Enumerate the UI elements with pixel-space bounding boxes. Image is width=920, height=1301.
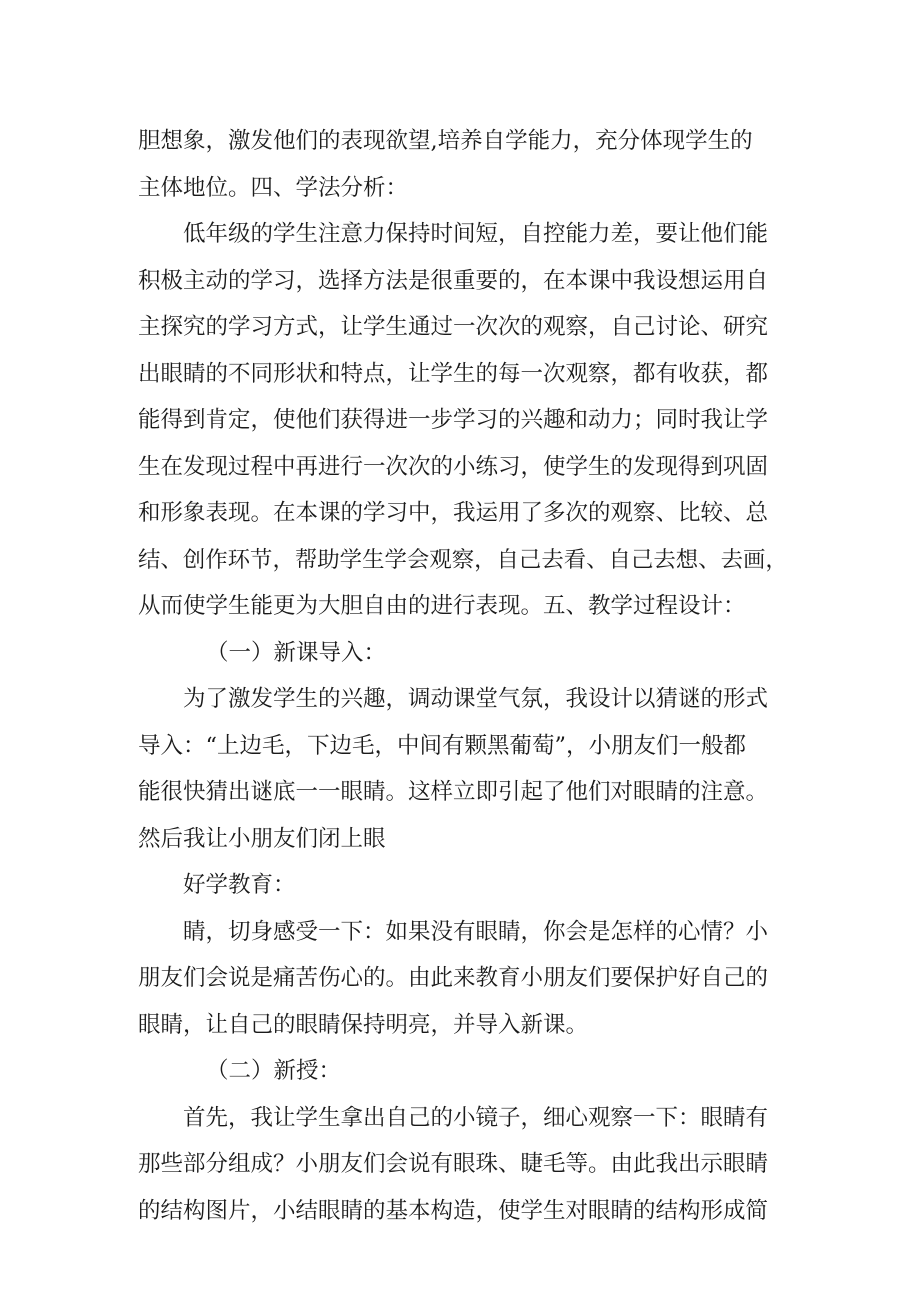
text-line: 胆想象，激发他们的表现欲望,培养自学能力，充分体现学生的 [138,128,753,154]
text-line: 结、创作环节，帮助学生学会观察，自己去看、自己去想、去画， [138,546,788,573]
text-line: 那些部分组成？小朋友们会说有眼珠、睫毛等。由此我出示眼睛 [138,1151,769,1177]
text-line: 首先，我让学生拿出自己的小镜子，细心观察一下：眼睛有 [183,1104,769,1131]
text-line: （二）新授： [206,1058,342,1084]
text-line: 能得到肯定，使他们获得进一步学习的兴趣和动力；同时我让学 [138,407,769,433]
text-line: 能很快猜出谜底一一眼睛。这样立即引起了他们对眼睛的注意。 [138,779,769,805]
text-line: 和形象表现。在本课的学习中，我运用了多次的观察、比较、总 [138,500,769,526]
text-line: 朋友们会说是痛苦伤心的。由此来教育小朋友们要保护好自己的 [138,965,769,991]
text-line: 生在发现过程中再进行一次次的小练习，使学生的发现得到巩固 [138,453,769,480]
body-text [138,118,788,1234]
text-line: 为了激发学生的兴趣，调动课堂气氛，我设计以猜谜的形式 [183,686,769,712]
text-line: 低年级的学生注意力保持时间短，自控能力差，要让他们能 [183,221,769,247]
text-line: 然后我让小朋友们闭上眼 [138,825,386,852]
text-line: 主体地位。四、学法分析： [138,174,409,201]
text-line: （一）新课导入： [206,639,387,666]
text-line: 出眼睛的不同形状和特点，让学生的每一次观察，都有收获，都 [138,360,769,387]
text-line: 主探究的学习方式，让学生通过一次次的观察，自己讨论、研究 [138,314,769,340]
text-line: 从而使学生能更为大胆自由的进行表现。五、教学过程设计： [138,593,746,619]
text-line: 的结构图片，小结眼睛的基本构造，使学生对眼睛的结构形成简 [138,1197,769,1224]
text-line: 眼睛，让自己的眼睛保持明亮，并导入新课。 [138,1011,589,1038]
text-line: 积极主动的学习，选择方法是很重要的，在本课中我设想运用自 [138,267,769,294]
text-line: 导入：“上边毛，下边毛，中间有颗黑葡萄”，小朋友们一般都 [138,732,747,759]
text-line: 睛，切身感受一下：如果没有眼睛，你会是怎样的心情？小 [183,918,769,945]
text-line: 好学教育： [183,872,296,898]
